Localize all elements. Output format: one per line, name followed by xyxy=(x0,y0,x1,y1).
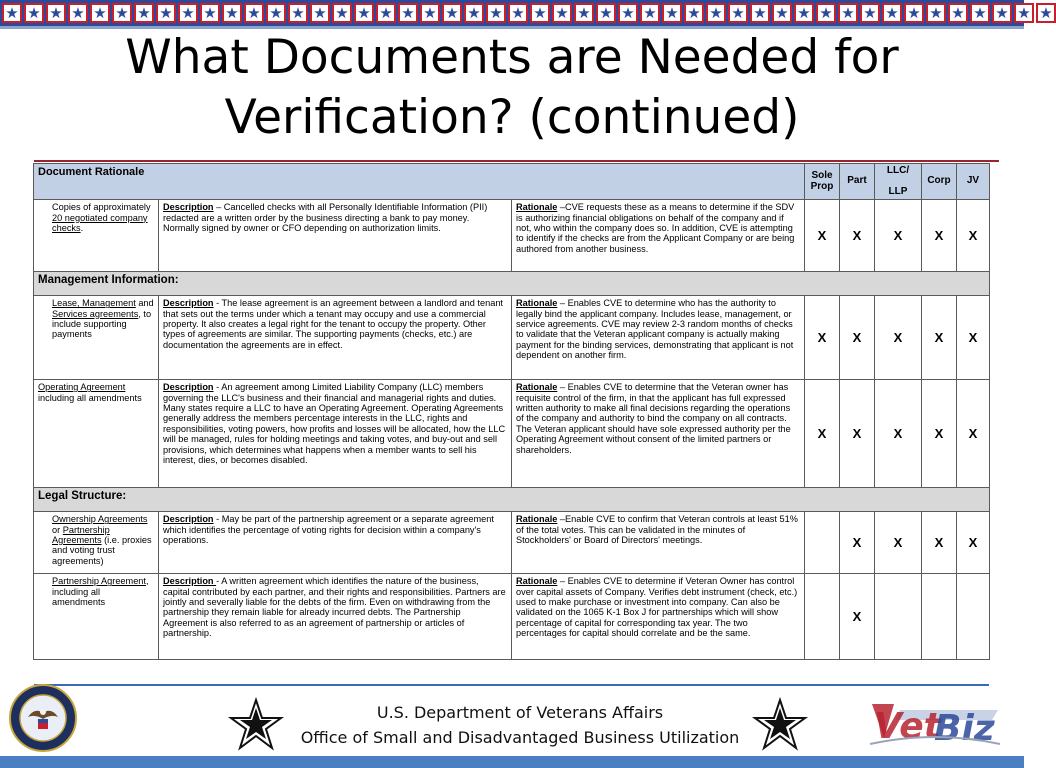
footer-department: U.S. Department of Veterans Affairs xyxy=(376,703,664,722)
mark-jv xyxy=(957,574,990,660)
document-link[interactable]: Partnership Agreement xyxy=(52,576,146,587)
banner-star-icon: ★ xyxy=(68,3,88,23)
mark-part: X xyxy=(840,512,875,574)
mark-llc-llp: X xyxy=(875,380,922,488)
banner-star-icon: ★ xyxy=(948,3,968,23)
description-cell: Description – Cancelled checks with all Personally Identifiable Information (PII) redacted are a written order by the business directing a bank to pay money. Normally signed by owner or CFO depending on authorization limits. xyxy=(159,200,512,272)
header-llc-llp: LLC/ LLP xyxy=(875,164,922,200)
banner-star-icon: ★ xyxy=(2,3,22,23)
banner-star-icon: ★ xyxy=(992,3,1012,23)
mark-corp: X xyxy=(922,512,957,574)
section-title: Management Information: xyxy=(34,272,990,296)
banner-star-icon: ★ xyxy=(200,3,220,23)
banner-star-icon: ★ xyxy=(420,3,440,23)
vetbiz-logo xyxy=(870,690,1000,752)
description-cell: Description - May be part of the partnership agreement or a separate agreement which identifies the percentage of voting rights for decision within a company's operations. xyxy=(159,512,512,574)
table-row xyxy=(34,296,990,380)
title-rule xyxy=(34,160,999,162)
banner-star-icon: ★ xyxy=(706,3,726,23)
mark-sole-prop: X xyxy=(805,380,840,488)
section-row-legal xyxy=(34,488,990,512)
document-link[interactable]: Partnership Agreements xyxy=(52,524,110,546)
document-link[interactable]: Lease, Management xyxy=(52,298,136,309)
mark-llc-llp: X xyxy=(875,200,922,272)
banner-star-icon: ★ xyxy=(574,3,594,23)
mark-llc-llp: X xyxy=(875,512,922,574)
mark-part: X xyxy=(840,296,875,380)
rationale-cell: Rationale – Enables CVE to determine who has the authority to legally bind the applicant company. Includes lease, management, or service agreements. CVE may review 2-3 random months of checks to validate that the Veteran applicant company is actually making payment for the binding services, demonstrating that applicant is not dependent on another firm. xyxy=(512,296,805,380)
title-line-2: Verification? (continued) xyxy=(224,90,800,145)
table-row xyxy=(34,200,990,272)
banner-star-icon: ★ xyxy=(178,3,198,23)
star-banner xyxy=(0,0,1053,26)
header-document-rationale: Document Rationale xyxy=(34,164,805,200)
document-cell: Ownership Agreements or Partnership Agreements (i.e. proxies and voting trust agreements) xyxy=(34,512,159,574)
mark-part: X xyxy=(840,200,875,272)
svg-text:Vet: Vet xyxy=(874,706,941,747)
banner-star-icon: ★ xyxy=(244,3,264,23)
banner-star-icon: ★ xyxy=(618,3,638,23)
svg-text:Biz: Biz xyxy=(934,708,995,749)
banner-star-icon: ★ xyxy=(464,3,484,23)
mark-jv: X xyxy=(957,296,990,380)
banner-star-icon: ★ xyxy=(508,3,528,23)
mark-sole-prop: X xyxy=(805,296,840,380)
banner-star-icon: ★ xyxy=(530,3,550,23)
section-title: Legal Structure: xyxy=(34,488,990,512)
description-cell: Description - A written agreement which identifies the nature of the business, capital contributed by each partner, and their rights and responsibilities. Partners are jointly and severally liable for the debts of the firm. Even on withdrawing from the partnership they remain liable for already incurred debts. The Partnership Agreement is also referred to as an agreement of partnership or articles of partnership. xyxy=(159,574,512,660)
banner-star-icon: ★ xyxy=(398,3,418,23)
mark-corp: X xyxy=(922,200,957,272)
rationale-cell: Rationale – Enables CVE to determine if Veteran Owner has control over capital assets of Company. Verifies debt instrument (check, etc.) used to make purchase or investment into company. Can also be validated on the 1065 K-1 Box J for partnerships which will show percentage of capital for corresponding tax year. The two percentages for capital should correlate and be the same. xyxy=(512,574,805,660)
mark-corp: X xyxy=(922,380,957,488)
star-icon xyxy=(230,698,282,750)
mark-sole-prop xyxy=(805,512,840,574)
banner-star-icon: ★ xyxy=(442,3,462,23)
banner-star-icon: ★ xyxy=(222,3,242,23)
banner-star-icon: ★ xyxy=(266,3,286,23)
title-line-1: What Documents are Needed for xyxy=(125,30,899,85)
banner-star-icon: ★ xyxy=(860,3,880,23)
document-cell: Lease, Management and Services agreements, to include supporting payments xyxy=(34,296,159,380)
mark-part: X xyxy=(840,574,875,660)
rationale-cell: Rationale –Enable CVE to confirm that Veteran controls at least 51% of the total votes. This can be validated in the minutes of Stockholders' or Board of Directors' meetings. xyxy=(512,512,805,574)
star-strip xyxy=(0,3,1056,23)
banner-star-icon: ★ xyxy=(332,3,352,23)
mark-sole-prop: X xyxy=(805,200,840,272)
document-link[interactable]: Operating Agreement xyxy=(38,382,126,393)
table-header-row xyxy=(34,164,990,200)
banner-star-icon: ★ xyxy=(926,3,946,23)
header-corp: Corp xyxy=(922,164,957,200)
table-row xyxy=(34,380,990,488)
mark-corp: X xyxy=(922,296,957,380)
mark-llc-llp xyxy=(875,574,922,660)
banner-star-icon: ★ xyxy=(24,3,44,23)
banner-star-icon: ★ xyxy=(816,3,836,23)
mark-jv: X xyxy=(957,380,990,488)
banner-star-icon: ★ xyxy=(662,3,682,23)
section-row-management xyxy=(34,272,990,296)
description-cell: Description - An agreement among Limited Liability Company (LLC) members governing the LLC's business and their financial and managerial rights and duties. Many states require a LLC to have an Operating Agreement. Operating Agreements generally address the members percentage interests in the LLC, rights and responsibilities, voting powers, how profits and losses will be allocated, how the LLC will be managed, rules for holding meetings and taking votes, and buy-out and sell provisions, which determines what happens when a member wants to sell his interest, dies, or becomes disabled. xyxy=(159,380,512,488)
mark-jv: X xyxy=(957,200,990,272)
footer-office: Office of Small and Disadvantaged Business Utilization xyxy=(300,728,740,747)
mark-part: X xyxy=(840,380,875,488)
document-cell: Partnership Agreement, including all amendments xyxy=(34,574,159,660)
banner-star-icon: ★ xyxy=(750,3,770,23)
mark-llc-llp: X xyxy=(875,296,922,380)
document-cell: Copies of approximately 20 negotiated company checks. xyxy=(34,200,159,272)
banner-star-icon: ★ xyxy=(882,3,902,23)
banner-star-icon: ★ xyxy=(156,3,176,23)
star-icon xyxy=(754,698,806,750)
mark-corp xyxy=(922,574,957,660)
banner-star-icon: ★ xyxy=(1014,3,1034,23)
table-row xyxy=(34,512,990,574)
slide-title xyxy=(20,28,1004,148)
banner-star-icon: ★ xyxy=(134,3,154,23)
header-jv: JV xyxy=(957,164,990,200)
banner-star-icon: ★ xyxy=(376,3,396,23)
banner-star-icon: ★ xyxy=(354,3,374,23)
header-part: Part xyxy=(840,164,875,200)
footer-rule xyxy=(34,684,989,686)
table-row xyxy=(34,574,990,660)
banner-star-icon: ★ xyxy=(838,3,858,23)
documents-table xyxy=(33,163,990,660)
banner-star-icon: ★ xyxy=(772,3,792,23)
document-cell: Operating Agreement including all amendments xyxy=(34,380,159,488)
banner-star-icon: ★ xyxy=(288,3,308,23)
footer-bar xyxy=(0,756,1024,768)
document-link[interactable]: Services agreements xyxy=(52,308,139,319)
banner-star-icon: ★ xyxy=(552,3,572,23)
mark-jv: X xyxy=(957,512,990,574)
rationale-cell: Rationale – Enables CVE to determine that the Veteran owner has requisite control of the firm, in that the applicant has full expressed written authority to make all final decisions regarding the operations of the company and authority to bind the company on all contracts. The Veteran applicant should have sole expressed authority per the Operating Agreement without consent of the limited partners or shareholders. xyxy=(512,380,805,488)
rationale-cell: Rationale –CVE requests these as a means to determine if the SDV is authorizing financial obligations on behalf of the company and if not, who within the company does so. In addition, CVE is attempting to identify if the checks are from the Applicant Company or are being authored from another business. xyxy=(512,200,805,272)
va-seal-logo xyxy=(8,683,78,753)
banner-star-icon: ★ xyxy=(486,3,506,23)
banner-star-icon: ★ xyxy=(112,3,132,23)
banner-star-icon: ★ xyxy=(640,3,660,23)
banner-star-icon: ★ xyxy=(904,3,924,23)
banner-star-icon: ★ xyxy=(794,3,814,23)
banner-star-icon: ★ xyxy=(46,3,66,23)
banner-star-icon: ★ xyxy=(90,3,110,23)
banner-star-icon: ★ xyxy=(684,3,704,23)
banner-star-icon: ★ xyxy=(1036,3,1056,23)
document-link[interactable]: 20 negotiated company checks xyxy=(52,212,148,234)
banner-star-icon: ★ xyxy=(970,3,990,23)
banner-star-icon: ★ xyxy=(310,3,330,23)
banner-star-icon: ★ xyxy=(596,3,616,23)
header-sole-prop: Sole Prop xyxy=(805,164,840,200)
mark-sole-prop xyxy=(805,574,840,660)
document-link[interactable]: Ownership Agreements xyxy=(52,514,148,525)
description-cell: Description - The lease agreement is an agreement between a landlord and tenant that sets out the terms under which a tenant may occupy and use a commercial property. It also creates a legal right for the tenant to occupy the property. Other types of agreements are similar. The supporting payments (checks, etc.) are documentation the agreements are in effect. xyxy=(159,296,512,380)
banner-star-icon: ★ xyxy=(728,3,748,23)
